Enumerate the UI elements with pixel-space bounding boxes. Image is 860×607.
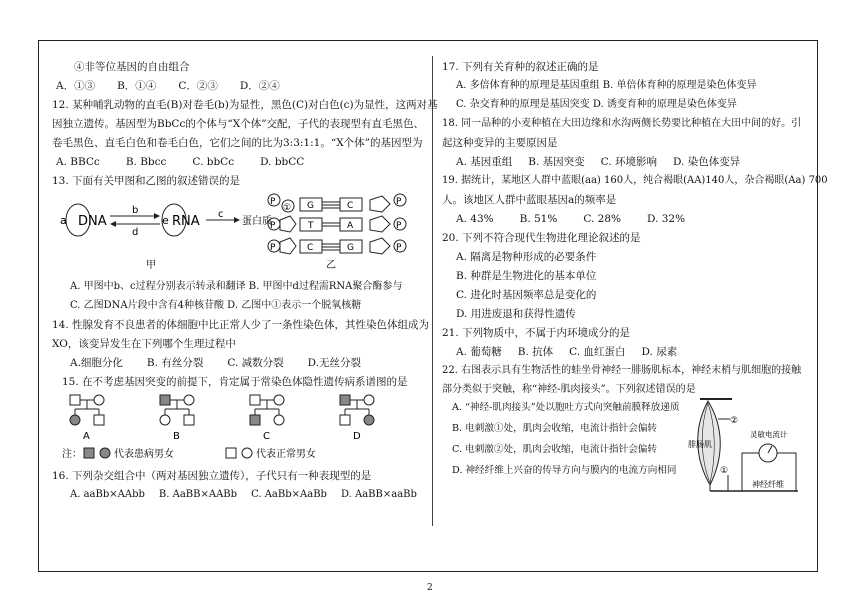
q16-option-d: D. AaBB×aaBb xyxy=(340,489,417,500)
q18-line-1: 18. 同一品种的小麦种植在大田边缘和水沟两侧长势要比种植在大田中间的好。引 xyxy=(442,118,802,129)
q11-tail: ④非等位基因的自由组合 xyxy=(74,61,190,73)
label-dna: DNA xyxy=(78,214,107,229)
q22-option-b: B. 电刺激①处，肌肉会收缩，电流计指针会偏转 xyxy=(452,423,658,434)
q16-stem: 16. 下列杂交组合中（两对基因独立遗传），子代只有一种表现型的是 xyxy=(52,470,372,482)
q14-option-b: B. 有丝分裂 xyxy=(146,357,204,369)
q11-option-a: A．①③ xyxy=(56,80,96,92)
q21-option-b: B. 抗体 xyxy=(517,346,554,358)
right-column xyxy=(442,60,828,495)
phosphate-2: P xyxy=(396,197,402,207)
q22-block xyxy=(442,397,806,495)
caption-yi: 乙 xyxy=(326,260,336,271)
q20-stem: 20. 下列不符合现代生物进化理论叙述的是 xyxy=(442,232,641,244)
phosphate-3: P xyxy=(270,221,276,231)
q12-option-d: D. bbCC xyxy=(260,156,305,168)
marker-2: ② xyxy=(730,416,739,426)
phosphate-6: P xyxy=(396,243,402,253)
q12-options xyxy=(56,155,422,169)
q17-line-2: C. 杂交育种的原理是基因突变 D. 诱变育种的原理是染色体变异 xyxy=(456,99,737,110)
legend-normal: 代表正常男女 xyxy=(256,449,316,460)
q11-option-d: D．②④ xyxy=(239,80,280,92)
q17-line-1: A. 多倍体育种的原理是基因重组 B. 单倍体育种的原理是染色体变异 xyxy=(456,80,757,91)
caption-jia: 甲 xyxy=(146,260,156,271)
q12-line-2: 因独立遗传。基因型为BbCc的个体与“X个体”交配，子代的表现型有直毛黑色、 xyxy=(52,118,425,130)
label-b: B xyxy=(173,431,180,442)
q22-figure xyxy=(688,397,808,493)
q12-option-a: A. BBCc xyxy=(56,156,100,168)
pedigree-legend xyxy=(62,447,316,460)
q12-option-b: B. Bbcc xyxy=(125,156,167,168)
pedigree-a xyxy=(70,395,104,442)
q12-line-1: 12. 某种哺乳动物的直毛(B)对卷毛(b)为显性，黑色(C)对白色(c)为显性，这两对基 xyxy=(52,99,438,111)
q12-option-c: C. bbCc xyxy=(192,156,235,168)
q14-option-c: C. 减数分裂 xyxy=(227,357,284,369)
q18-option-c: C. 环境影响 xyxy=(600,156,658,168)
page-number: 2 xyxy=(427,583,433,593)
q11-options xyxy=(56,79,422,93)
q18-option-b: B. 基因突变 xyxy=(528,156,585,168)
pedigree-c xyxy=(250,395,284,442)
q16-option-c: C. AaBb×AaBb xyxy=(251,489,327,500)
label-fiber: 神经纤维 xyxy=(752,480,784,489)
label-b: b xyxy=(132,205,139,216)
q22-option-c: C. 电刺激②处，肌肉会收缩，电流计指针会偏转 xyxy=(452,444,657,455)
q11-option-c: C．②③ xyxy=(178,80,218,92)
phosphate-5: P xyxy=(270,243,276,253)
label-d: d xyxy=(132,227,139,238)
q19-option-d: D. 32% xyxy=(647,213,686,225)
q20-option-a: A. 隔离是物种形成的必要条件 xyxy=(456,251,597,263)
q22-option-a: A. “神经-肌肉接头”处以胞吐方式向突触前膜释放递质 xyxy=(452,402,680,413)
q17-stem: 17. 下列有关育种的叙述正确的是 xyxy=(442,61,599,73)
q21-options xyxy=(442,345,806,359)
q13-option-line-1: A. 甲图中b、c过程分别表示转录和翻译 B. 甲图中d过程需RNA聚合酶参与 xyxy=(70,281,403,292)
q18-option-d: D. 染色体变异 xyxy=(673,156,741,168)
q22-line-1: 22. 右图表示具有生物活性的蛙坐骨神经一腓肠肌标本，神经末梢与肌细胞的接触 xyxy=(442,365,802,376)
pedigree-b xyxy=(160,395,194,442)
jia-diagram xyxy=(60,204,272,271)
q18-line-2: 起这种变异的主要原因是 xyxy=(442,137,558,149)
pedigree-d xyxy=(340,395,374,442)
legend-affected: 代表患病男女 xyxy=(114,449,174,460)
q19-options xyxy=(442,212,806,226)
q21-option-d: D. 尿素 xyxy=(641,346,678,358)
q14-options xyxy=(56,356,422,370)
q13-stem: 13. 下面有关甲图和乙图的叙述错误的是 xyxy=(52,175,241,187)
marker-1: ① xyxy=(720,466,729,476)
marker-1: ① xyxy=(283,203,292,213)
label-protein: 蛋白质 xyxy=(242,216,272,227)
q13-option-line-2: C. 乙图DNA片段中含有4种核苷酸 D. 乙图中①表示一个脱氧核糖 xyxy=(70,300,362,311)
legend-note-label: 注： xyxy=(62,449,82,460)
q15-stem: 15. 在不考虑基因突变的前提下，肯定属于常染色体隐性遗传病系谱图的是 xyxy=(62,376,408,388)
label-rna: RNA xyxy=(172,214,200,229)
label-a: A xyxy=(83,431,90,442)
q12-line-3: 卷毛黑色、直毛白色和卷毛白色，它们之间的比为3:3:1:1。“X个体”的基因型为 xyxy=(52,137,423,149)
label-c: C xyxy=(263,431,270,442)
label-e: e xyxy=(162,214,169,227)
q20-option-d: D. 用进废退和获得性遗传 xyxy=(456,308,576,320)
left-column xyxy=(52,60,438,502)
q22-option-d: D. 神经纤维上兴奋的传导方向与膜内的电流方向相同 xyxy=(452,465,677,476)
label-meter: 灵敏电流计 xyxy=(750,430,788,439)
q14-option-a: A.细胞分化 xyxy=(70,357,123,369)
column-divider xyxy=(432,56,433,526)
q19-option-b: B. 51% xyxy=(519,213,558,225)
q16-options xyxy=(56,488,422,502)
q11-option-b: B．①④ xyxy=(117,80,157,92)
q14-line-2: XO，该变异发生在下列哪个生理过程中 xyxy=(52,338,236,350)
q18-options xyxy=(442,155,806,169)
q19-line-2: 人。该地区人群中蓝眼基因a的频率是 xyxy=(442,194,617,206)
q15-pedigree-figure xyxy=(56,391,422,463)
q19-option-a: A. 43% xyxy=(456,213,494,225)
q16-option-b: B. AaBB×AABb xyxy=(158,489,238,500)
q16-option-a: A. aaBb×AAbb xyxy=(70,489,145,500)
phosphate-1: P xyxy=(270,197,276,207)
q20-option-c: C. 进化时基因频率总是变化的 xyxy=(456,289,597,301)
base-a: A xyxy=(347,221,354,231)
q14-option-d: D.无丝分裂 xyxy=(307,357,362,369)
label-d: D xyxy=(353,431,361,442)
label-a: a xyxy=(60,214,67,227)
label-muscle: 腓肠肌 xyxy=(688,440,712,449)
q19-option-c: C. 28% xyxy=(583,213,622,225)
base-g1: G xyxy=(307,201,314,211)
q21-option-a: A. 葡萄糖 xyxy=(456,346,502,358)
base-c1: C xyxy=(347,201,354,211)
q14-line-1: 14. 性腺发育不良患者的体细胞中比正常人少了一条性染色体，其性染色体组成为 xyxy=(52,319,430,331)
q21-option-c: C. 血红蛋白 xyxy=(569,346,626,358)
q13-figure xyxy=(56,190,422,274)
phosphate-4: P xyxy=(396,221,402,231)
base-t: T xyxy=(308,221,314,231)
base-g2: G xyxy=(347,243,354,253)
q21-stem: 21. 下列物质中，不属于内环境成分的是 xyxy=(442,327,631,339)
q18-option-a: A. 基因重组 xyxy=(456,156,513,168)
q19-line-1: 19. 据统计，某地区人群中蓝眼(aa) 160人，纯合褐眼(AA)140人，杂合褐眼(Aa) 700 xyxy=(442,175,828,186)
label-c: c xyxy=(218,209,224,220)
base-c2: C xyxy=(307,243,314,253)
yi-diagram xyxy=(268,194,406,271)
q20-option-b: B. 种群是生物进化的基本单位 xyxy=(456,270,597,282)
q22-line-2: 部分类似于突触，称“神经-肌肉接头”。下列叙述错误的是 xyxy=(442,384,696,395)
q22-options xyxy=(452,401,684,478)
